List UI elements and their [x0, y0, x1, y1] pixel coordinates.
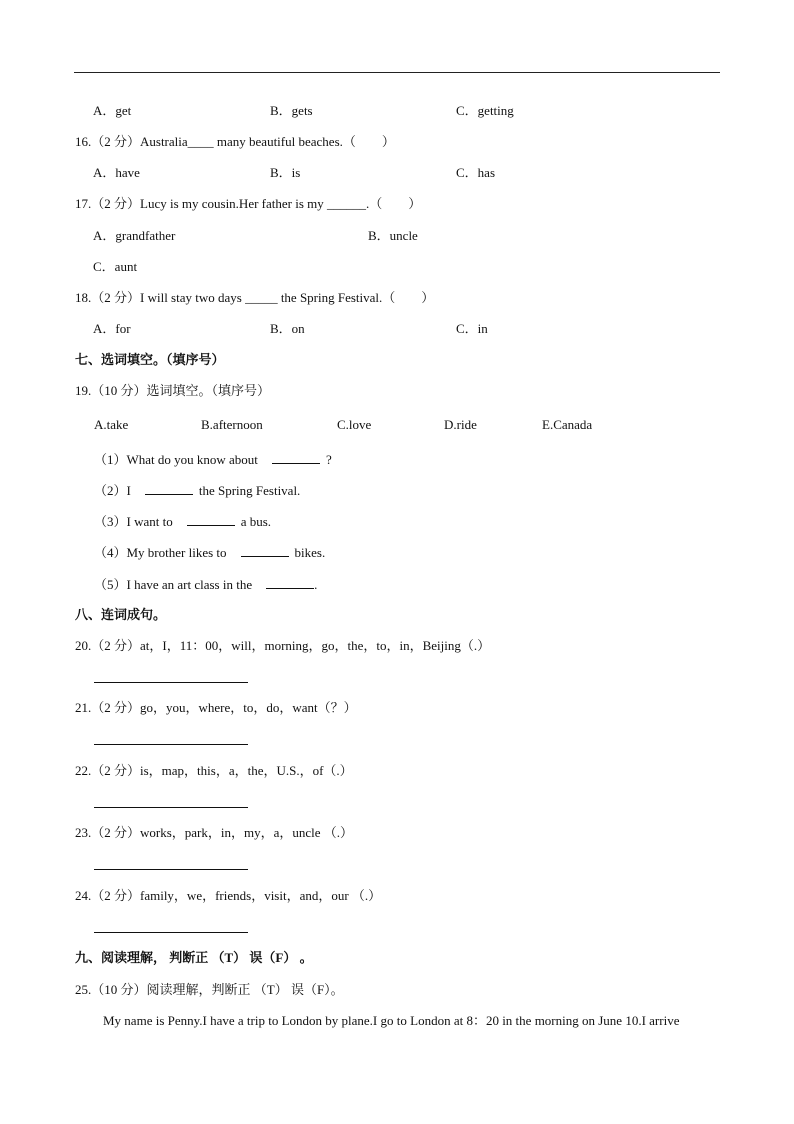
q20-answer-line[interactable]	[94, 682, 248, 683]
q19-item-3-tail: a bus.	[240, 514, 272, 529]
q19-item-5-tail: .	[314, 577, 318, 592]
q15-option-a[interactable]: A．get	[93, 103, 132, 118]
q16-option-c[interactable]: C．has	[456, 165, 496, 180]
q21-stem: 21.（2 分）go，you，where，to，do，want（？）	[75, 700, 357, 715]
section-7-heading: 七、选词填空。（填序号）	[75, 352, 225, 367]
q19-item-2-tail: the Spring Festival.	[198, 483, 301, 498]
section-8-heading: 八、连词成句。	[75, 607, 167, 622]
q19-item-2-text: （2）I	[94, 483, 131, 498]
q19-item-1-tail: ?	[325, 452, 332, 467]
q22-answer-line[interactable]	[94, 807, 248, 808]
q19-item-3	[94, 513, 271, 530]
q17-stem: 17.（2 分）Lucy is my cousin.Her father is my ______.（ ）	[75, 196, 422, 211]
q18-option-a[interactable]: A．for	[93, 321, 131, 336]
q16-stem: 16.（2 分）Australia____ many beautiful beaches.（ ）	[75, 134, 395, 149]
q19-item-2-blank[interactable]	[145, 482, 193, 495]
section-9-heading: 九、阅读理解， 判断正 （T） 误（F） 。	[75, 950, 313, 965]
q23-stem: 23.（2 分）works，park，in，my，a，uncle （.）	[75, 825, 354, 840]
q22-stem: 22.（2 分）is，map，this，a，the，U.S.，of（.）	[75, 763, 353, 778]
q20-stem: 20.（2 分）at，I，11：00，will，morning，go，the，to，in，Beijing（.）	[75, 638, 491, 653]
q19-item-4	[94, 544, 325, 561]
word-bank-e: E.Canada	[542, 417, 593, 432]
q19-item-4-text: （4）My brother likes to	[94, 545, 227, 560]
q19-item-4-blank[interactable]	[241, 544, 289, 557]
q19-item-2	[94, 482, 300, 499]
q24-stem: 24.（2 分）family，we，friends，visit，and，our （.）	[75, 888, 382, 903]
q21-answer-line[interactable]	[94, 744, 248, 745]
q19-item-1-text: （1）What do you know about	[94, 452, 258, 467]
q19-item-1-blank[interactable]	[272, 451, 320, 464]
q17-option-c[interactable]: C．aunt	[93, 259, 138, 274]
q18-option-c[interactable]: C．in	[456, 321, 488, 336]
header-rule	[74, 72, 720, 73]
q19-item-5-text: （5）I have an art class in the	[94, 577, 253, 592]
q15-option-b[interactable]: B．gets	[270, 103, 313, 118]
q17-option-b[interactable]: B．uncle	[368, 228, 418, 243]
q18-stem: 18.（2 分）I will stay two days _____ the Spring Festival.（ ）	[75, 290, 435, 305]
q19-item-1	[94, 451, 332, 468]
q19-item-5	[94, 576, 317, 593]
word-bank-b: B.afternoon	[201, 417, 263, 432]
word-bank-c: C.love	[337, 417, 372, 432]
q19-item-3-text: （3）I want to	[94, 514, 173, 529]
q16-option-b[interactable]: B．is	[270, 165, 301, 180]
q18-option-b[interactable]: B．on	[270, 321, 305, 336]
q19-item-5-blank[interactable]	[266, 576, 314, 589]
word-bank-a: A.take	[94, 417, 129, 432]
reading-passage: My name is Penny.I have a trip to London by plane.I go to London at 8：20 in the morning on June 10.I arrive	[103, 1013, 680, 1028]
q23-answer-line[interactable]	[94, 869, 248, 870]
q19-stem: 19.（10 分）选词填空。（填序号）	[75, 383, 271, 398]
q19-item-4-tail: bikes.	[294, 545, 326, 560]
q25-stem: 25.（10 分）阅读理解，判断正 （T） 误（F）。	[75, 982, 344, 997]
q24-answer-line[interactable]	[94, 932, 248, 933]
q19-item-3-blank[interactable]	[187, 513, 235, 526]
q16-option-a[interactable]: A．have	[93, 165, 140, 180]
q17-option-a[interactable]: A．grandfather	[93, 228, 176, 243]
q15-option-c[interactable]: C．getting	[456, 103, 514, 118]
word-bank-d: D.ride	[444, 417, 477, 432]
